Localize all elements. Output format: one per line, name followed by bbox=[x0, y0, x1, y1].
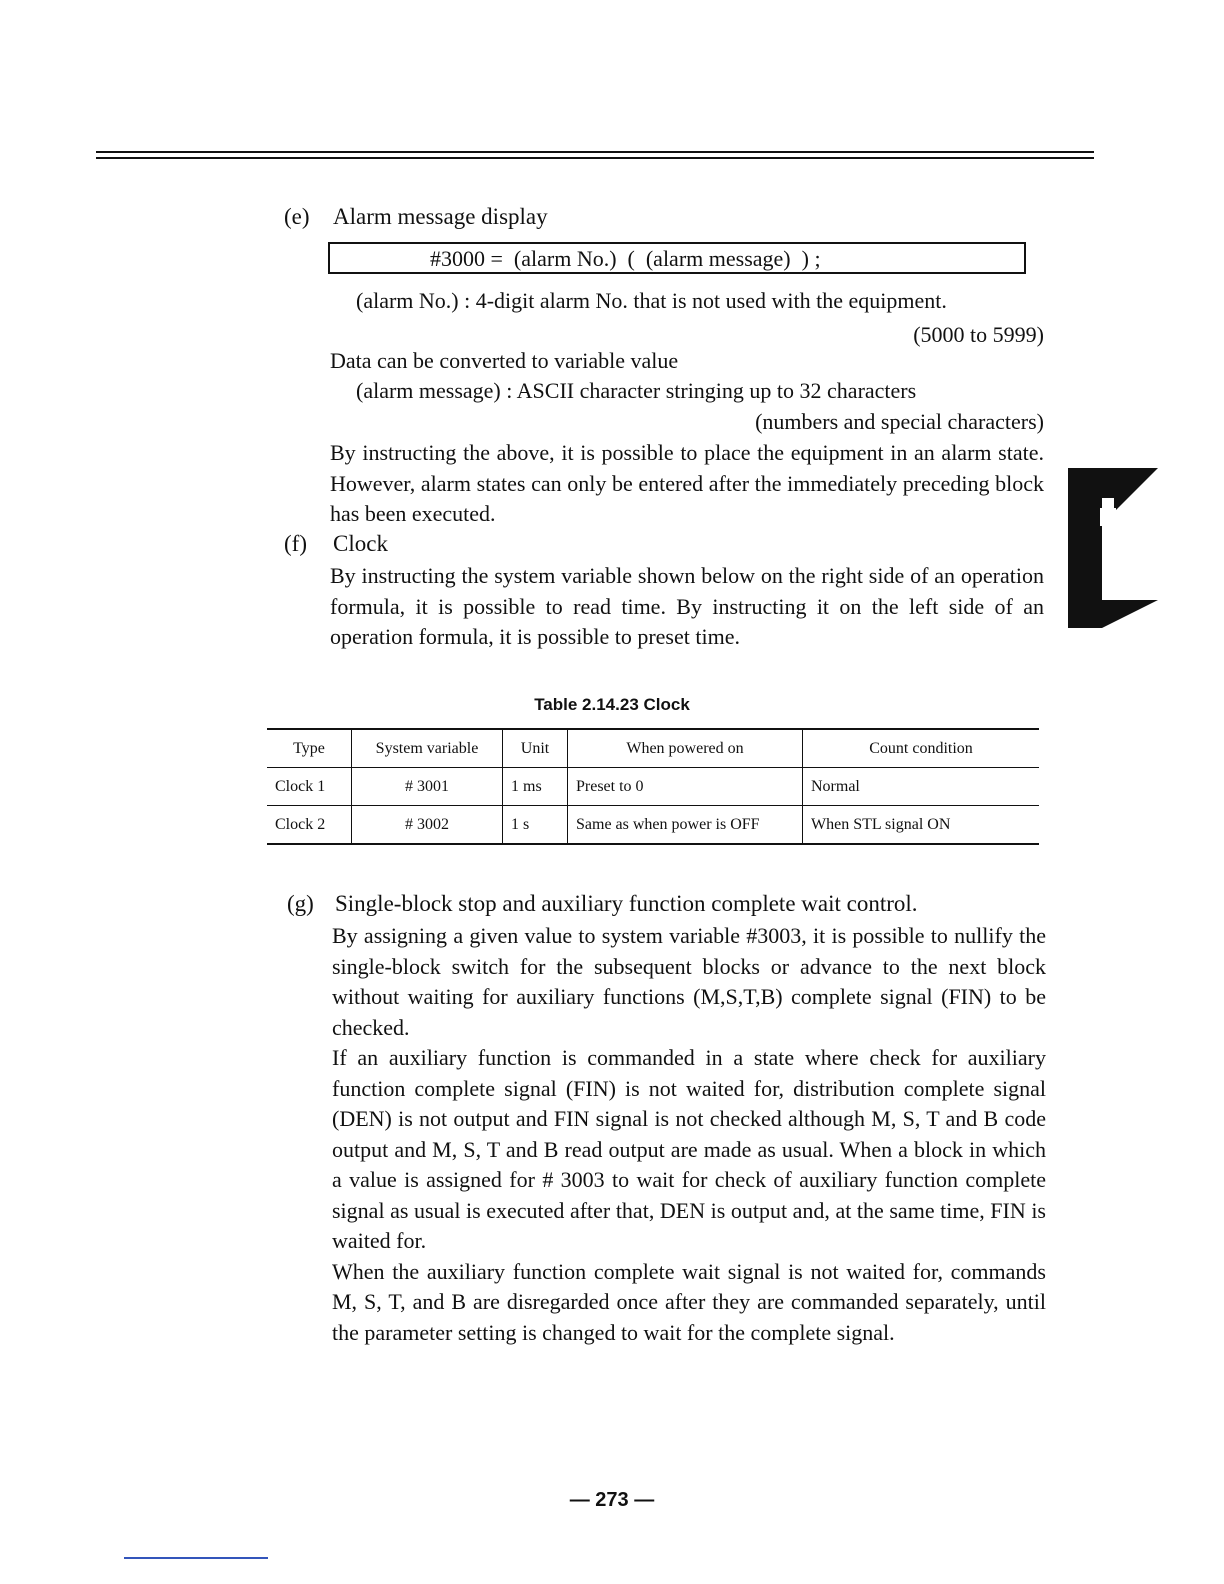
section-g-title: Single-block stop and auxiliary function complete wait control. bbox=[335, 891, 918, 916]
cell-type: Clock 2 bbox=[267, 806, 352, 845]
cell-system-variable: # 3002 bbox=[352, 806, 503, 845]
chapter-tab-notch bbox=[1100, 508, 1130, 578]
section-g-para-1: By assigning a given value to system variable #3003, it is possible to nullify the single-block switch for the subsequent blocks or advance to the next block without waiting for auxiliary functions (M,S,T,B) complete signal (FIN) to be checked. bbox=[332, 923, 1046, 1040]
header-system-variable: System variable bbox=[352, 729, 503, 768]
chapter-tab-icon bbox=[1068, 468, 1158, 628]
section-f-body bbox=[330, 561, 1044, 653]
alarm-formula-box bbox=[328, 242, 1026, 274]
cell-count-condition: Normal bbox=[803, 768, 1040, 806]
section-g-para-2: If an auxiliary function is commanded in a state where check for auxiliary function complete signal (FIN) is not waited for, distribution complete signal (DEN) is not output and FIN signal is not checked although M, S, T and B code output and M, S, T and B read output are made as usual. When a block in which a value is assigned for # 3003 to wait for check of auxiliary function complete signal as usual is executed after that, DEN is output and, at the same time, FIN is waited for. bbox=[332, 1045, 1046, 1253]
alarm-no-definition: (alarm No.) : 4-digit alarm No. that is not used with the equipment. bbox=[356, 288, 947, 313]
section-g-body bbox=[332, 921, 1046, 1348]
table-header-row bbox=[267, 729, 1039, 768]
section-e-label: (e) bbox=[284, 204, 310, 229]
section-e-body-text: By instructing the above, it is possible to place the equipment in an alarm state. However, alarm states can only be entered after the immediately preceding block has been executed. bbox=[330, 440, 1044, 526]
data-note: Data can be converted to variable value bbox=[330, 348, 679, 373]
alarm-message-definition: (alarm message) : ASCII character stringing up to 32 characters bbox=[356, 378, 917, 403]
cell-system-variable: # 3001 bbox=[352, 768, 503, 806]
header-count-condition: Count condition bbox=[803, 729, 1040, 768]
cell-when-powered-on: Same as when power is OFF bbox=[568, 806, 803, 845]
section-e-title: Alarm message display bbox=[333, 204, 548, 229]
cell-when-powered-on: Preset to 0 bbox=[568, 768, 803, 806]
section-f-body-text: By instructing the system variable shown below on the right side of an operation formula, it is possible to read time. By instructing it on the left side of an operation formula, it is possible to preset time. bbox=[330, 563, 1044, 649]
header-unit: Unit bbox=[503, 729, 568, 768]
table-caption: Table 2.14.23 Clock bbox=[534, 695, 690, 714]
table-row bbox=[267, 806, 1039, 845]
cell-unit: 1 s bbox=[503, 806, 568, 845]
header-rule-top bbox=[96, 151, 1094, 153]
clock-table bbox=[267, 728, 1039, 845]
footer-line bbox=[124, 1557, 268, 1559]
page-number: — 273 — bbox=[569, 1489, 655, 1511]
section-e-body bbox=[330, 438, 1044, 530]
cell-unit: 1 ms bbox=[503, 768, 568, 806]
alarm-message-note: (numbers and special characters) bbox=[755, 409, 1044, 434]
section-f-label: (f) bbox=[284, 531, 307, 556]
table-row bbox=[267, 768, 1039, 806]
header-type: Type bbox=[267, 729, 352, 768]
section-g-label: (g) bbox=[287, 891, 314, 916]
cell-count-condition: When STL signal ON bbox=[803, 806, 1040, 845]
alarm-no-range: (5000 to 5999) bbox=[913, 322, 1044, 347]
cell-type: Clock 1 bbox=[267, 768, 352, 806]
header-when-powered-on: When powered on bbox=[568, 729, 803, 768]
alarm-formula: #3000 = (alarm No.) ( (alarm message) ) ; bbox=[430, 246, 821, 271]
section-f-title: Clock bbox=[333, 531, 388, 556]
chapter-tab-shape bbox=[1068, 468, 1158, 628]
header-rule-bottom bbox=[96, 157, 1094, 159]
section-g-para-3: When the auxiliary function complete wait signal is not waited for, commands M, S, T, and B are disregarded once after they are commanded separately, until the parameter setting is changed to wait for the complete signal. bbox=[332, 1258, 1046, 1345]
